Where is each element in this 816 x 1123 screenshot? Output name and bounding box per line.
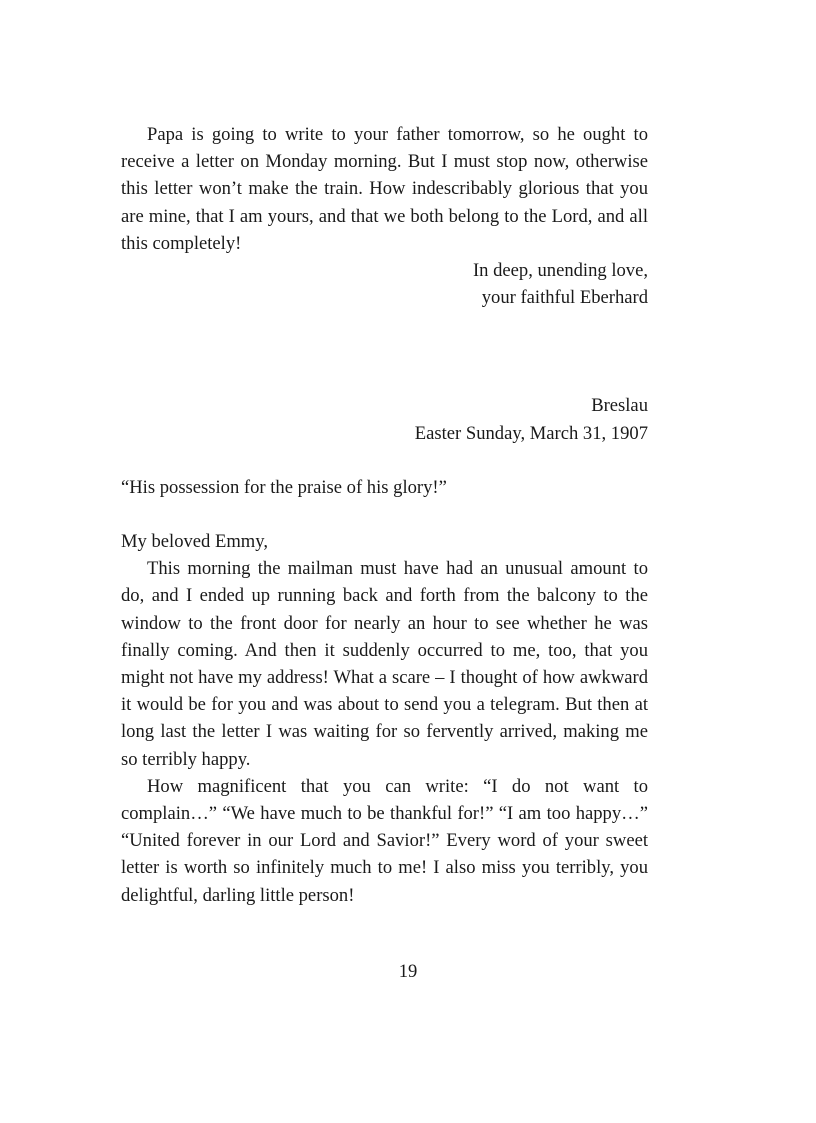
letter-paragraph: This morning the mailman must have had an unusual amount to do, and I ended up running back and forth from the balcony to the window to the front door for nearly an hour to see whether he was finally coming. And then it suddenly occurred to me, too, that you might not have my address! What a scare – I thought of how awkward it would be for you and was about to send you a telegram. But then at long last the letter I was waiting for so fervently arrived, making me so terribly happy. xyxy=(121,558,648,770)
letter-signature: your faithful Eberhard xyxy=(481,287,648,309)
page-number: 19 xyxy=(398,961,418,982)
letter-place: Breslau xyxy=(591,395,648,417)
letter-date: Easter Sunday, March 31, 1907 xyxy=(414,422,648,444)
page-body xyxy=(121,121,648,909)
spacer xyxy=(121,501,648,528)
letter-paragraph: Papa is going to write to your father tomorrow, so he ought to receive a letter on Monday morning. But I must stop now, otherwise this letter won’t make the train. How indescribably glorious that you are mine, that I am yours, and that we both belong to the Lord, and all this completely! xyxy=(121,124,648,254)
section-spacer xyxy=(121,311,648,392)
letter-salutation: My beloved Emmy, xyxy=(121,531,269,553)
spacer xyxy=(121,447,648,474)
letter-closing: In deep, unending love, xyxy=(472,260,648,282)
letter-motto: “His possession for the praise of his glory!” xyxy=(121,476,447,498)
letter-paragraph: How magnificent that you can write: “I do not want to complain…” “We have much to be thankful for!” “I am too happy…” “United forever in our Lord and Savior!” Every word of your sweet letter is worth so infinitely much to me! I also miss you terribly, you delightful, darling little person! xyxy=(121,775,648,906)
